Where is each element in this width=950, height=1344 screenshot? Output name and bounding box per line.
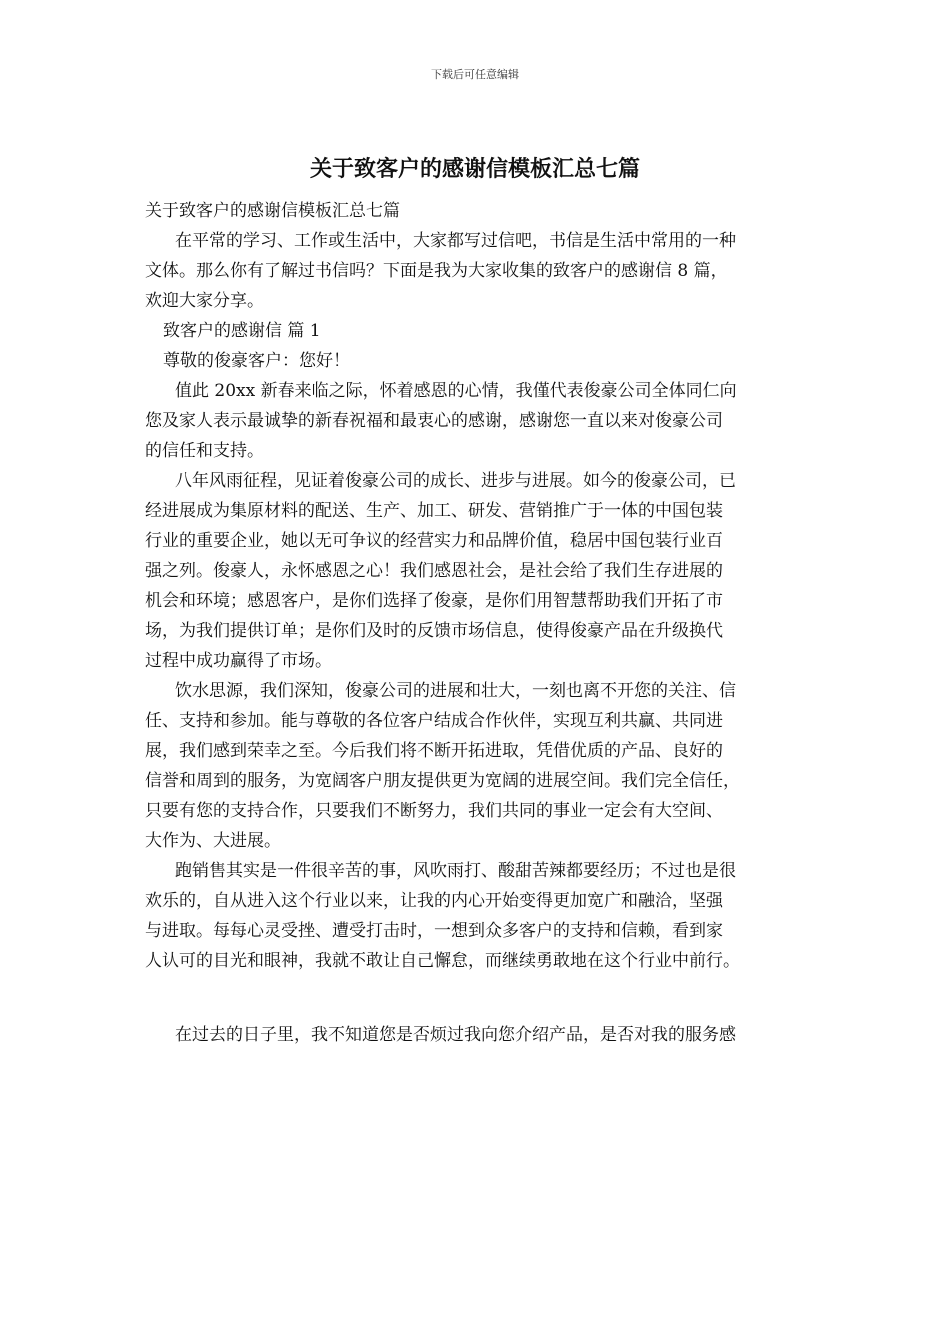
paragraph-line: 欢迎大家分享。 <box>145 291 264 311</box>
paragraph-line: 的信任和支持。 <box>145 441 264 461</box>
paragraph-line: 只要有您的支持合作，只要我们不断努力，我们共同的事业一定会有大空间、 <box>145 801 723 821</box>
salutation-line: 尊敬的俊豪客户：您好！ <box>163 351 350 371</box>
paragraph-line: 欢乐的，自从进入这个行业以来，让我的内心开始变得更加宽广和融洽，坚强 <box>145 891 723 911</box>
section-heading: 致客户的感谢信 篇 1 <box>163 321 321 341</box>
document-title: 关于致客户的感谢信模板汇总七篇 <box>309 156 640 182</box>
header-note: 下载后可任意编辑 <box>431 68 519 81</box>
paragraph-line: 文体。那么你有了解过书信吗？下面是我为大家收集的致客户的感谢信 8 篇， <box>145 261 728 281</box>
paragraph-line: 大作为、大进展。 <box>145 831 281 851</box>
paragraph-line: 机会和环境；感恩客户，是你们选择了俊豪，是你们用智慧帮助我们开拓了市 <box>145 591 723 611</box>
paragraph-line: 展，我们感到荣幸之至。今后我们将不断开拓进取，凭借优质的产品、良好的 <box>145 741 723 761</box>
paragraph-line: 任、支持和参加。能与尊敬的各位客户结成合作伙伴，实现互利共赢、共同进 <box>145 711 723 731</box>
paragraph-line: 值此 20xx 新春来临之际，怀着感恩的心情，我僅代表俊豪公司全体同仁向 <box>175 381 737 401</box>
paragraph-gap <box>145 976 825 1020</box>
paragraph-line: 在平常的学习、工作或生活中，大家都写过信吧，书信是生活中常用的一种 <box>175 231 736 251</box>
paragraph-line: 八年风雨征程，见证着俊豪公司的成长、进步与进展。如今的俊豪公司，已 <box>175 471 736 491</box>
paragraph-line: 行业的重要企业，她以无可争议的经营实力和品牌价值，稳居中国包装行业百 <box>145 531 723 551</box>
subtitle-line: 关于致客户的感谢信模板汇总七篇 <box>145 201 400 221</box>
paragraph-line: 场，为我们提供订单；是你们及时的反馈市场信息，使得俊豪产品在升级换代 <box>145 621 723 641</box>
paragraph-line: 过程中成功赢得了市场。 <box>145 651 332 671</box>
paragraph-line: 与进取。每每心灵受挫、遭受打击时，一想到众多客户的支持和信赖，看到家 <box>145 921 723 941</box>
paragraph-line: 经进展成为集原材料的配送、生产、加工、研发、营销推广于一体的中国包装 <box>145 501 723 521</box>
paragraph-line: 您及家人表示最诚挚的新春祝福和最衷心的感谢，感谢您一直以来对俊豪公司 <box>145 411 723 431</box>
paragraph-line: 跑销售其实是一件很辛苦的事，风吹雨打、酸甜苦辣都要经历；不过也是很 <box>175 861 736 881</box>
paragraph-line: 在过去的日子里，我不知道您是否烦过我向您介绍产品，是否对我的服务感 <box>175 1025 736 1045</box>
paragraph-line: 人认可的目光和眼神，我就不敢让自己懈怠，而继续勇敢地在这个行业中前行。 <box>145 951 740 971</box>
paragraph-line: 信誉和周到的服务，为宽阔客户朋友提供更为宽阔的进展空间。我们完全信任， <box>145 771 740 791</box>
document-body <box>145 196 825 1050</box>
paragraph-line: 强之列。俊豪人，永怀感恩之心！我们感恩社会，是社会给了我们生存进展的 <box>145 561 723 581</box>
paragraph-line: 饮水思源，我们深知，俊豪公司的进展和壮大，一刻也离不开您的关注、信 <box>175 681 736 701</box>
